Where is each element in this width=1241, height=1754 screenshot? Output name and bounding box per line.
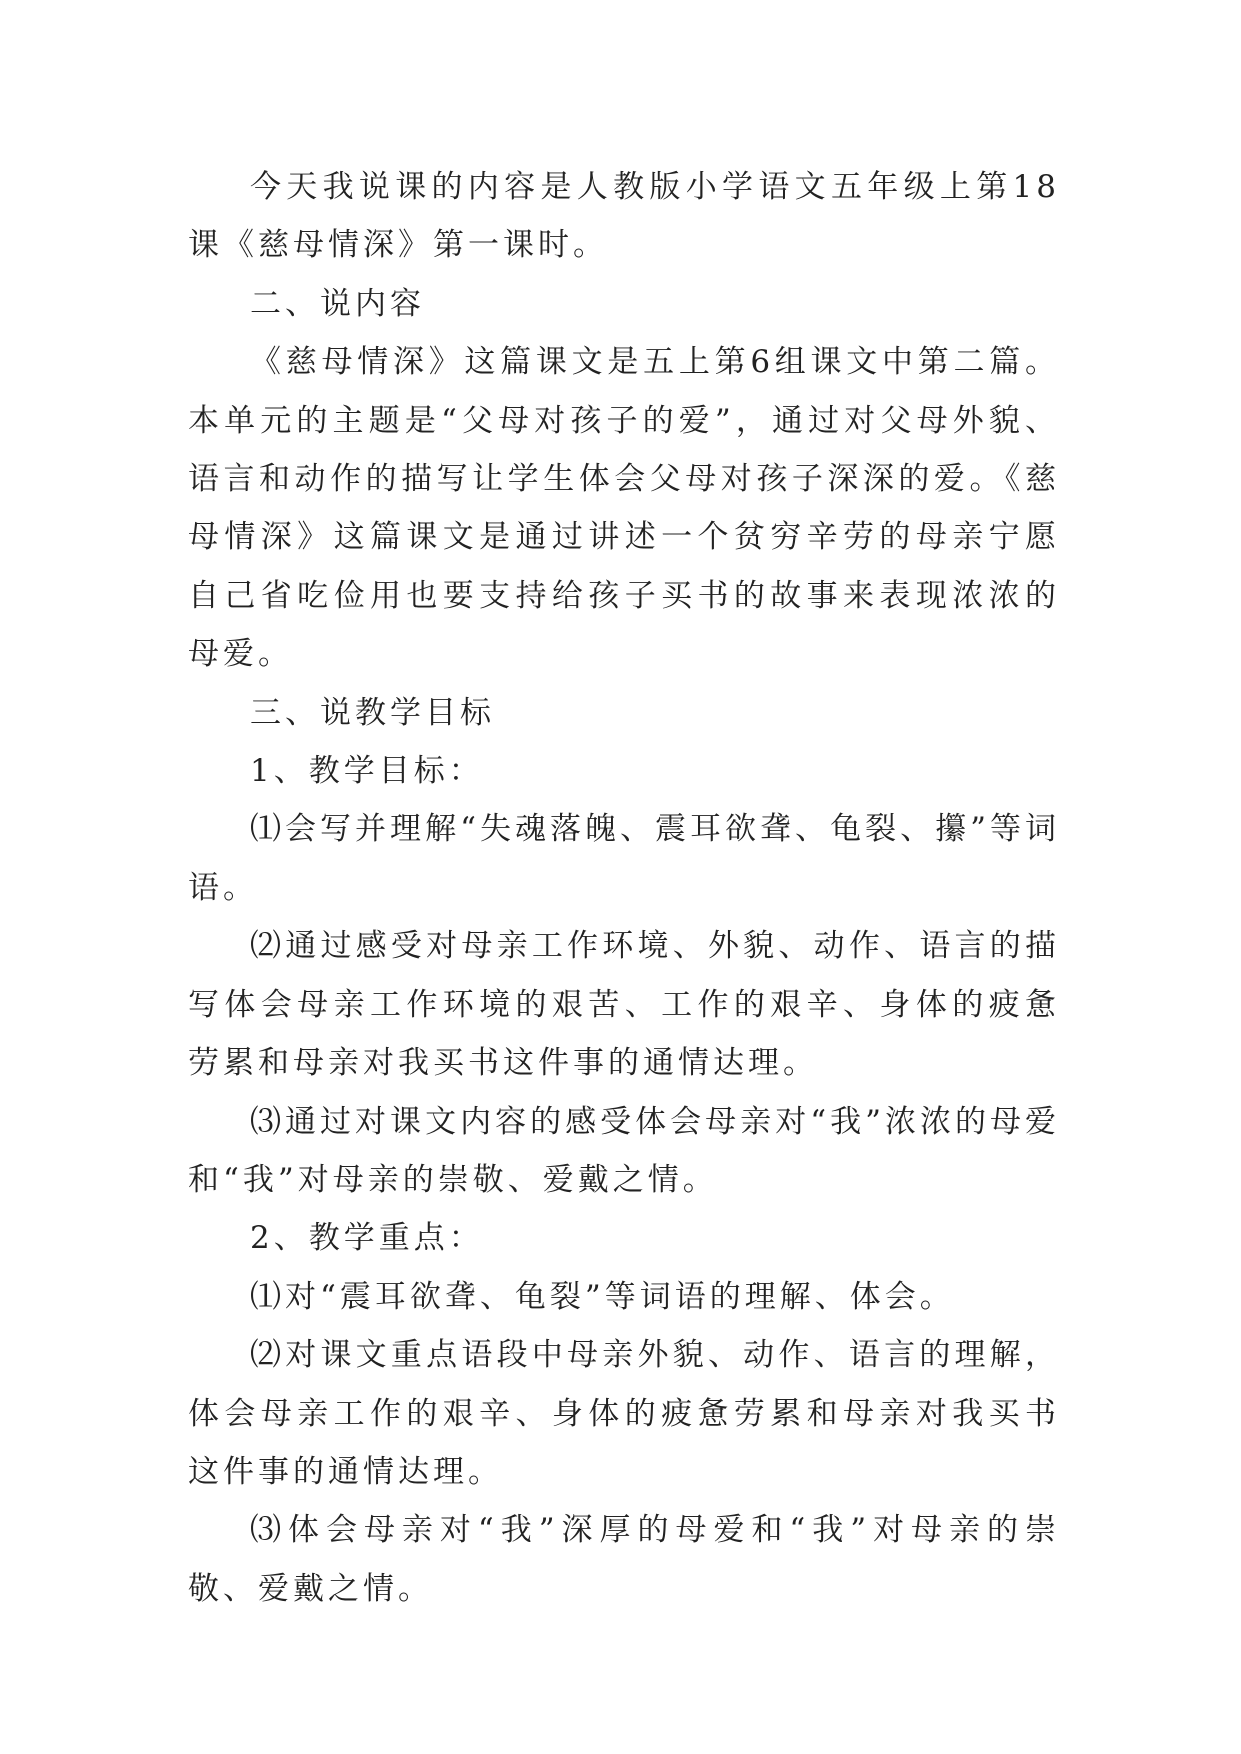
paragraph-content: 《慈母情深》这篇课文是五上第6组课文中第二篇。本单元的主题是“父母对孩子的爱”，通过对父母外貌、语言和动作的描写让学生体会父母对孩子深深的爱。《慈母情深》这篇课文是通过讲述一个贫穷辛劳的母亲宁愿自己省吃俭用也要支持给孩子买书的故事来表现浓浓的母爱。 bbox=[188, 344, 1060, 673]
goal-item-2: ⑵通过感受对母亲工作环境、外貌、动作、语言的描写体会母亲工作环境的艰苦、工作的艰辛、身体的疲惫劳累和母亲对我买书这件事的通情达理。 bbox=[188, 928, 1060, 1082]
goal-item-1: ⑴会写并理解“失魂落魄、震耳欲聋、龟裂、攥”等词语。 bbox=[188, 811, 1060, 906]
goal-item-3: ⑶通过对课文内容的感受体会母亲对“我”浓浓的母爱和“我”对母亲的崇敬、爱戴之情。 bbox=[188, 1103, 1060, 1198]
section-heading-goals: 三、说教学目标 bbox=[250, 694, 495, 731]
document-body bbox=[188, 158, 1060, 1618]
key-point-item-1: ⑴对“震耳欲聋、龟裂”等词语的理解、体会。 bbox=[250, 1278, 955, 1315]
subheading-teaching-goals: 1、教学目标： bbox=[250, 753, 484, 790]
paragraph-intro: 今天我说课的内容是人教版小学语文五年级上第18课《慈母情深》第一课时。 bbox=[188, 169, 1060, 264]
key-point-item-2: ⑵对课文重点语段中母亲外貌、动作、语言的理解，体会母亲工作的艰辛、身体的疲惫劳累和母亲对我买书这件事的通情达理。 bbox=[188, 1337, 1060, 1490]
key-point-item-3: ⑶体会母亲对“我”深厚的母爱和“我”对母亲的崇敬、爱戴之情。 bbox=[188, 1512, 1060, 1607]
section-heading-content: 二、说内容 bbox=[250, 285, 425, 322]
subheading-key-points: 2、教学重点： bbox=[250, 1220, 484, 1257]
